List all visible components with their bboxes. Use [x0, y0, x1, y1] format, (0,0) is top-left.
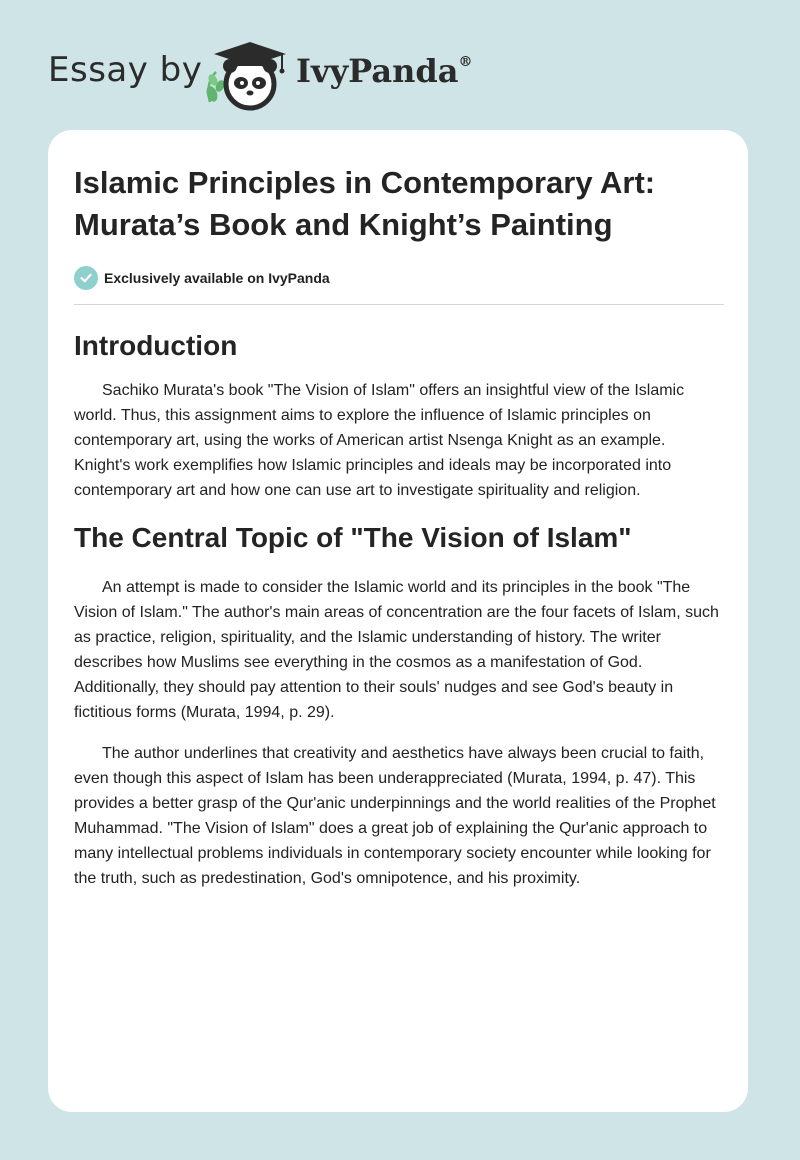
essay-by-label: Essay by: [48, 50, 203, 90]
section-heading-introduction: Introduction: [74, 330, 238, 361]
exclusive-badge: [74, 264, 724, 292]
essay-content: [74, 162, 724, 891]
site-header: [0, 0, 800, 130]
paragraph-introduction: Sachiko Murata's book "The Vision of Islam" offers an insightful view of the Islamic world. Thus, this assignment aims to explore the influence of Islamic principles on contemporary art, using the works of American artist Nsenga Knight as an example. Knight's work exemplifies how Islamic principles and ideals may be incorporated into contemporary art and how one can use art to investigate spirituality and religion.: [74, 382, 685, 499]
registered-mark: ®: [458, 54, 473, 70]
check-circle-icon: [74, 266, 98, 290]
section-heading-central-topic: The Central Topic of "The Vision of Islam": [74, 522, 632, 553]
divider: [74, 304, 724, 305]
essay-card: [48, 130, 748, 1112]
brand-name[interactable]: [296, 52, 472, 90]
brand-text: IvyPanda: [296, 52, 459, 90]
paragraph-central-topic-2: The author underlines that creativity and aesthetics have always been crucial to faith, even though this aspect of Islam has been underappreciated (Murata, 1994, p. 47). This provides a better grasp of the Qur'anic underpinnings and the world realities of the Prophet Muhammad. "The Vision of Islam" does a great job of explaining the Qur'anic approach to many intellectual problems individuals in contemporary society encounter while looking for the truth, such as predestination, God's omnipotence, and his proximity.: [74, 745, 716, 887]
title-line-1: Islamic Principles in Contemporary Art:: [74, 165, 656, 200]
title-line-2: Murata’s Book and Knight’s Painting: [74, 207, 613, 242]
paragraph-central-topic-1: An attempt is made to consider the Islamic world and its principles in the book "The Vision of Islam." The author's main areas of concentration are the four facets of Islam, such as practice, religion, spirituality, and the Islamic understanding of history. The writer describes how Muslims see everything in the cosmos as a manifestation of God. Additionally, they should pay attention to their souls' nudges and see God's beauty in fictitious forms (Murata, 1994, p. 29).: [74, 579, 719, 721]
page-title: [74, 162, 724, 246]
panda-graduate-logo-icon[interactable]: [200, 36, 292, 112]
badge-text: Exclusively available on IvyPanda: [104, 270, 330, 286]
